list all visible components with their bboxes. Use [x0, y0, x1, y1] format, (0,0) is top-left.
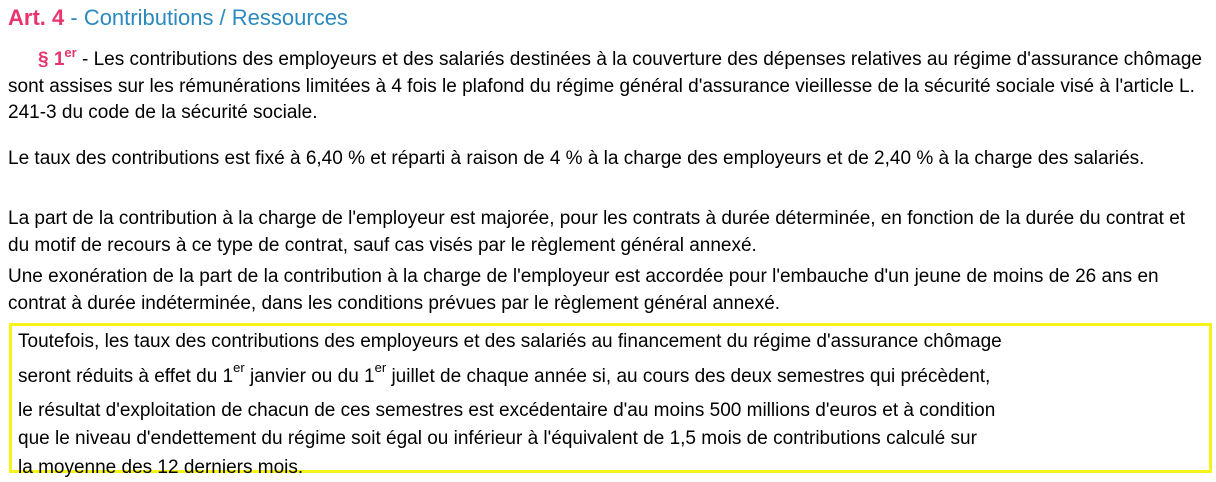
article-number: Art. 4 — [8, 5, 65, 30]
superscript-er: er — [233, 359, 245, 375]
paragraph-majoration: La part de la contribution à la charge de l'employeur est majorée, pour les contrats à durée déterminée, en fonction de la durée du contrat et du motif de recours à ce type de contrat, sauf cas visés par le règlement général annexé. — [8, 208, 1186, 256]
superscript-er: er — [374, 359, 387, 375]
highlighted-line: que le niveau d'endettement du régime soit égal ou inférieur à l'équivalent de 1,5 mois de contributions calculé sur — [18, 428, 977, 449]
highlighted-paragraph — [9, 323, 1212, 478]
highlighted-line: Toutefois, les taux des contributions des employeurs et des salariés au financement du régime d'assurance chômage — [18, 331, 1002, 352]
section-text: - Les contributions des employeurs et des salariés destinées à la couverture des dépenses relatives au régime d'assurance chômage sont assises sur les rémunérations limitées à 4 fois le plafond du régime général d'assurance vieillesse de la sécurité sociale visé à l'article L. 241-3 du code de la sécurité sociale. — [8, 49, 1202, 123]
highlighted-line: la moyenne des 12 derniers mois. — [18, 456, 304, 478]
article-separator: - — [64, 5, 84, 30]
section-paragraph — [8, 47, 1206, 127]
paragraph-exoneration: Une exonération de la part de la contribution à la charge de l'employeur est accordée pour l'embauche d'un jeune de moins de 26 ans en contrat à durée indéterminée, dans les conditions prévues par le règlement général annexé. — [8, 266, 1159, 314]
section-mark: § 1er — [38, 45, 77, 70]
article-heading — [8, 5, 348, 31]
paragraph-rates: Le taux des contributions est fixé à 6,40 % et réparti à raison de 4 % à la charge des employeurs et de 2,40 % à la charge des salariés. — [8, 148, 1145, 169]
section-mark-superscript: er — [64, 45, 77, 60]
article-title: Contributions / Ressources — [83, 5, 348, 30]
highlighted-line: seront réduits à effet du 1er janvier ou du 1er juillet de chaque année si, au cours des deux semestres qui précèdent, — [18, 359, 991, 387]
highlighted-line: le résultat d'exploitation de chacun de ces semestres est excédentaire d'au moins 500 millions d'euros et à condition — [18, 399, 996, 421]
